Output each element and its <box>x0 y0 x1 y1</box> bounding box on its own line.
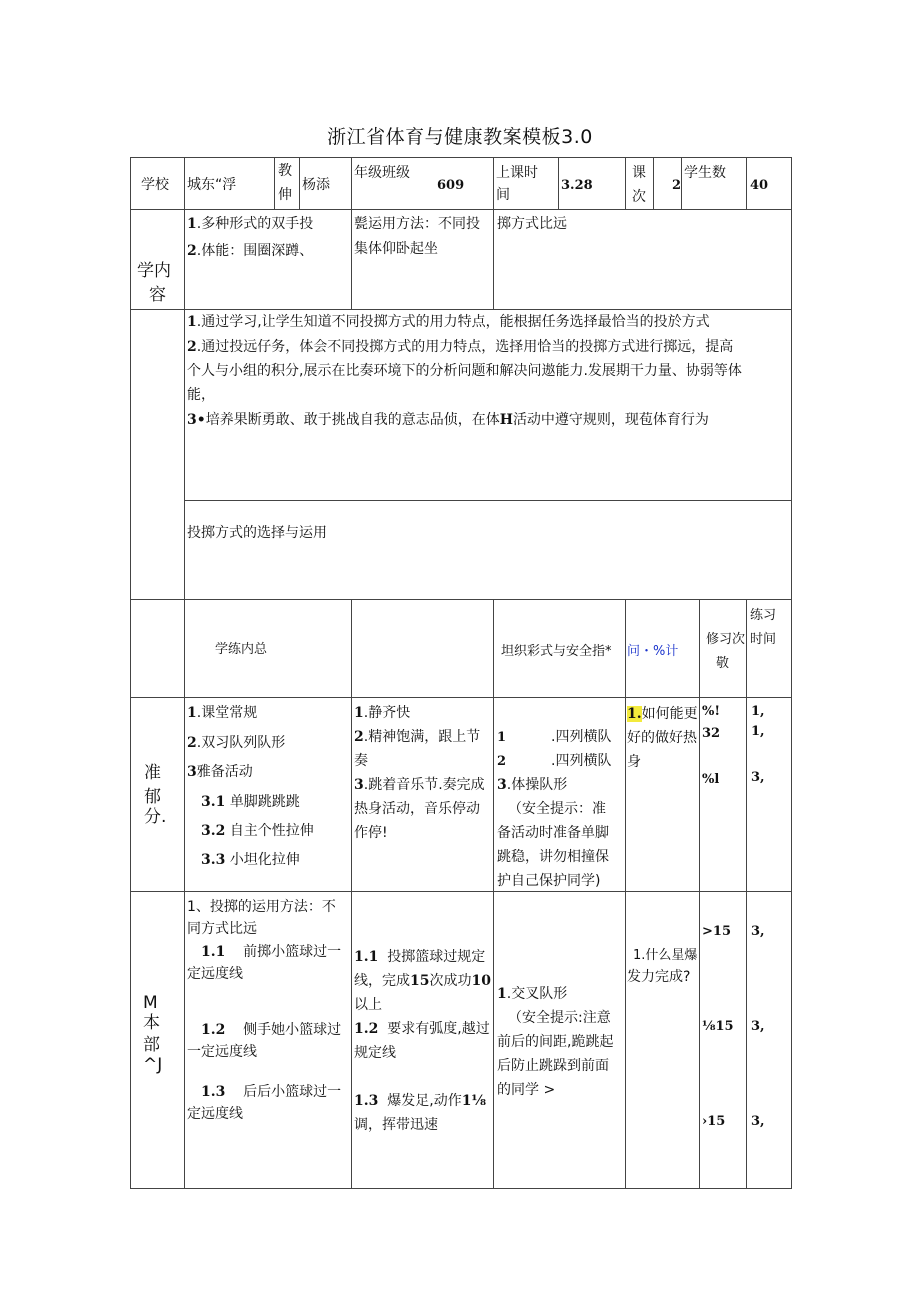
prep-method-1-text: .静齐快 <box>363 705 411 721</box>
table-line <box>681 157 682 209</box>
objective-3-number: 3• <box>187 412 206 428</box>
grade-label: 年级班级 <box>354 165 410 181</box>
table-line <box>130 697 792 698</box>
prep-safety-line-2: 备活动时准备单脚 <box>497 825 609 841</box>
lesson-number-label: 课 <box>632 165 646 181</box>
table-line <box>351 599 352 1189</box>
main-question-line-2: 发力完成? <box>627 969 691 985</box>
main-content-1-3-line-2: 定远度线 <box>187 1106 243 1122</box>
main-safety-line-2: 前后的间距,跪跳起 <box>497 1034 614 1050</box>
teacher-label-2: 伸 <box>278 187 292 203</box>
prep-method-1 <box>354 702 410 725</box>
grade-value: 609 <box>437 178 465 193</box>
table-line <box>493 157 494 209</box>
content-section-label: 学内 <box>137 261 171 281</box>
main-content-1-1-line-1: 前掷小篮球过一 <box>243 944 342 960</box>
column-header-duration-2: 时间 <box>750 632 777 647</box>
content-line-1-continued: 甏运用方法：不同投 <box>354 216 480 232</box>
prep-content-6-text: 小坦化拉伸 <box>229 852 300 868</box>
main-content-1-2-line-2: 一定远度线 <box>187 1044 257 1060</box>
main-method-1-3-line-1: 爆发足,动作 <box>387 1093 462 1109</box>
objective-1-number: 1 <box>187 314 197 330</box>
main-org-1-number: 1 <box>497 986 507 1002</box>
table-line <box>274 157 275 209</box>
main-question-line-1: 1.什么星爆 <box>633 948 698 963</box>
main-method-1-1-line-3: 以上 <box>354 997 382 1013</box>
prep-method-2 <box>354 726 480 749</box>
column-header-times-2: 敬 <box>716 656 730 671</box>
prep-content-1-text: .课堂常规 <box>196 705 258 721</box>
content-line-1-end: 掷方式比远 <box>497 216 567 232</box>
main-method-1-2-line-2: 规定线 <box>354 1045 396 1061</box>
prep-method-3 <box>354 774 485 797</box>
teacher-value: 杨添 <box>302 177 330 193</box>
main-method-1-3-mark: 1⅛ <box>461 1093 486 1109</box>
table-line <box>625 157 626 209</box>
main-content-1-line-2: 同方式比远 <box>187 921 257 937</box>
main-method-1-2 <box>354 1018 490 1041</box>
student-count-label: 学生数 <box>684 165 726 181</box>
content-line-1 <box>187 213 313 236</box>
prep-section-label: 准 <box>144 763 161 783</box>
prep-content-5-text: 自主个性拉伸 <box>229 823 314 839</box>
prep-times-3: %l <box>702 772 720 787</box>
table-line <box>493 209 494 309</box>
prep-content-2 <box>187 732 285 755</box>
table-line <box>130 209 792 210</box>
objective-2-line-1: .通过投远仔务，体会不同投掷方式的用力特点，选择用恰当的投掷方式进行掷远，提高 <box>196 339 734 355</box>
objective-2-line-2: 个人与小组的积分,展示在比奏环境下的分析问题和解决问遨能力.发展期干力量、协弱等体 <box>187 363 742 379</box>
prep-method-3-number: 3 <box>354 777 364 793</box>
school-value: 城东“浮 <box>187 177 237 193</box>
prep-org-3-number: 3 <box>497 777 507 793</box>
prep-content-4 <box>201 791 300 814</box>
table-line <box>130 599 792 600</box>
class-time-label-2: 间 <box>496 187 510 203</box>
prep-method-2-line-1: .精神饱满，跟上节 <box>363 729 481 745</box>
objective-1-text: .通过学习,让学生知道不同投掷方式的用力特点，能根据任务选择最恰当的投於方式 <box>196 314 710 330</box>
prep-section-label-3: 分. <box>144 807 167 827</box>
table-line <box>493 599 494 1189</box>
column-header-question: 问・%计 <box>627 644 679 659</box>
main-org-1 <box>497 983 567 1006</box>
main-section-label-3: 部 <box>143 1035 160 1055</box>
main-safety-line-4: 的同学 > <box>497 1082 556 1098</box>
main-times-2: ⅛15 <box>702 1019 734 1034</box>
prep-content-5-number: 3.2 <box>201 823 226 839</box>
objective-3-text: 培养果断勇敢、敢于挑战自我的意志品侦，在体 <box>205 412 500 428</box>
table-line <box>653 157 654 209</box>
prep-content-6-number: 3.3 <box>201 852 226 868</box>
prep-content-2-text: .双习队列队形 <box>196 735 286 751</box>
prep-duration-1: 1, <box>751 704 765 719</box>
main-method-1-1-success: 10 <box>471 973 491 989</box>
prep-times-1: %! <box>702 704 721 719</box>
key-point: 投掷方式的选择与运用 <box>187 525 327 541</box>
table-line <box>351 209 352 309</box>
main-content-1-2 <box>201 1019 341 1042</box>
prep-duration-2: 1, <box>751 724 765 739</box>
column-header-times: 修习次 <box>706 632 746 647</box>
lesson-number-label-2: 次 <box>632 189 646 205</box>
prep-method-3-line-2: 热身活动，音乐停动 <box>354 801 480 817</box>
objective-3-rest: 活动中遵守规则，现苞体育行为 <box>512 412 709 428</box>
prep-content-3-number: 3 <box>187 764 197 780</box>
main-duration-3: 3, <box>751 1114 765 1129</box>
main-method-1-3 <box>354 1090 486 1113</box>
prep-method-1-number: 1 <box>354 705 364 721</box>
main-method-1-3-line-2: 调，挥带迅速 <box>354 1117 438 1133</box>
content-section-label-2: 容 <box>149 285 166 305</box>
main-safety-line-3: 后防止跳跺到前面 <box>497 1058 609 1074</box>
prep-org-3-text: .体操队形 <box>506 777 568 793</box>
objective-3-h: H <box>499 412 513 428</box>
content-line-2 <box>187 240 313 263</box>
class-time-value: 3.28 <box>561 178 593 193</box>
prep-org-1-text: .四列横队 <box>551 729 612 745</box>
main-duration-2: 3, <box>751 1019 765 1034</box>
main-method-1-3-number: 1.3 <box>354 1093 379 1109</box>
table-border-bottom <box>130 1188 792 1189</box>
main-section-label-2: 本 <box>143 1013 160 1033</box>
prep-content-1 <box>187 702 257 725</box>
prep-method-2-number: 2 <box>354 729 364 745</box>
prep-duration-3: 3, <box>751 770 765 785</box>
main-content-1-1 <box>201 941 341 964</box>
objective-1 <box>187 311 710 334</box>
main-method-1-1-text-b: 次成功 <box>429 973 472 989</box>
table-line <box>299 157 300 209</box>
content-line-1-number: 1 <box>187 216 197 232</box>
prep-content-4-text: 单脚跳跳跳 <box>229 794 300 810</box>
table-line <box>558 157 559 209</box>
prep-org-2-text: .四列横队 <box>551 753 612 769</box>
table-line <box>746 599 747 1189</box>
column-header-content: 学练内总 <box>215 642 268 657</box>
content-line-2-continued: 集体仰卧起坐 <box>354 241 438 257</box>
table-line <box>625 599 626 1189</box>
table-border-top <box>130 157 792 158</box>
main-content-1-1-line-2: 定远度线 <box>187 966 243 982</box>
main-method-1-1-number: 1.1 <box>354 949 379 965</box>
content-line-1-text: .多种形式的双手投 <box>196 216 314 232</box>
school-label: 学校 <box>141 177 169 193</box>
column-header-duration: 练习 <box>750 608 777 623</box>
main-method-1-1-line-2-text: 线，完成 <box>354 973 410 989</box>
prep-question-1 <box>627 703 698 726</box>
prep-content-3 <box>187 761 253 784</box>
class-time-label: 上课时 <box>496 165 538 181</box>
prep-content-5 <box>201 820 314 843</box>
table-line <box>699 599 700 1189</box>
main-org-1-text: .交叉队形 <box>506 986 568 1002</box>
lesson-number-value: 2 <box>672 178 682 193</box>
prep-safety-line-1: （安全提示：准 <box>508 801 606 817</box>
main-content-1-2-line-1: 侧手她小篮球过 <box>243 1022 342 1038</box>
table-border-right <box>791 157 792 1189</box>
page-title: 浙江省体育与健康教案模板3.0 <box>327 126 593 148</box>
main-safety-line-1: （安全提示:注意 <box>508 1010 611 1026</box>
prep-org-3 <box>497 774 567 797</box>
prep-method-3-line-1: .跳着音乐节.奏完成 <box>363 777 485 793</box>
main-duration-1: 3, <box>751 924 765 939</box>
content-line-2-number: 2 <box>187 243 197 259</box>
teacher-label: 教 <box>278 163 292 179</box>
table-line <box>130 891 792 892</box>
prep-safety-line-3: 跳稳，讲勿相撞保 <box>497 849 609 865</box>
prep-org-1-number: 1 <box>497 730 507 745</box>
prep-org-2-number: 2 <box>497 754 507 769</box>
main-method-1-1 <box>354 946 485 969</box>
main-content-1-3-line-1: 后后小篮球过一 <box>243 1084 342 1100</box>
table-line <box>184 157 185 1189</box>
main-method-1-2-number: 1.2 <box>354 1021 379 1037</box>
prep-content-3-text: 雅备活动 <box>196 764 253 780</box>
main-method-1-1-line-2 <box>354 970 491 993</box>
main-section-label-4: ^J <box>143 1055 163 1075</box>
main-content-1-3 <box>201 1081 341 1104</box>
prep-method-3-line-3: 作停! <box>354 825 388 841</box>
prep-content-2-number: 2 <box>187 735 197 751</box>
table-line <box>746 157 747 209</box>
objective-3 <box>187 409 709 432</box>
prep-section-label-2: 郁 <box>144 787 161 807</box>
table-border-left <box>130 157 131 1189</box>
prep-content-1-number: 1 <box>187 705 197 721</box>
prep-content-6 <box>201 849 300 872</box>
prep-method-2-line-2: 奏 <box>354 753 368 769</box>
main-content-1-line-1: 1、投掷的运用方法：不 <box>187 899 336 915</box>
prep-question-number: 1. <box>627 706 642 722</box>
prep-safety-line-4: 护自己保护同学) <box>497 873 601 889</box>
prep-question-line-2: 好的做好热 <box>627 730 697 746</box>
main-times-1: >15 <box>702 924 731 939</box>
main-method-1-1-count: 15 <box>410 973 430 989</box>
prep-question-line-3: 身 <box>627 754 641 770</box>
prep-content-4-number: 3.1 <box>201 794 226 810</box>
main-method-1-1-line-1: 投掷篮球过规定 <box>387 949 486 965</box>
prep-question-line-1: 如何能更 <box>641 706 698 722</box>
column-header-organization: 坦织彩式与安全指* <box>501 644 612 659</box>
main-method-1-2-line-1: 要求有弧度,越过 <box>387 1021 490 1037</box>
table-line <box>351 157 352 209</box>
main-section-label: M <box>143 993 158 1013</box>
main-content-1-1-number: 1.1 <box>201 944 226 960</box>
student-count-value: 40 <box>750 178 769 193</box>
main-content-1-2-number: 1.2 <box>201 1022 226 1038</box>
objective-2 <box>187 336 733 359</box>
table-line <box>184 500 792 501</box>
main-content-1-3-number: 1.3 <box>201 1084 226 1100</box>
objective-2-line-3: 能， <box>187 387 215 403</box>
prep-times-2: 32 <box>702 726 721 741</box>
content-line-2-text: .体能：围圈深蹲、 <box>196 243 314 259</box>
table-line <box>130 309 792 310</box>
objective-2-number: 2 <box>187 339 197 355</box>
main-times-3: ›15 <box>702 1114 726 1129</box>
